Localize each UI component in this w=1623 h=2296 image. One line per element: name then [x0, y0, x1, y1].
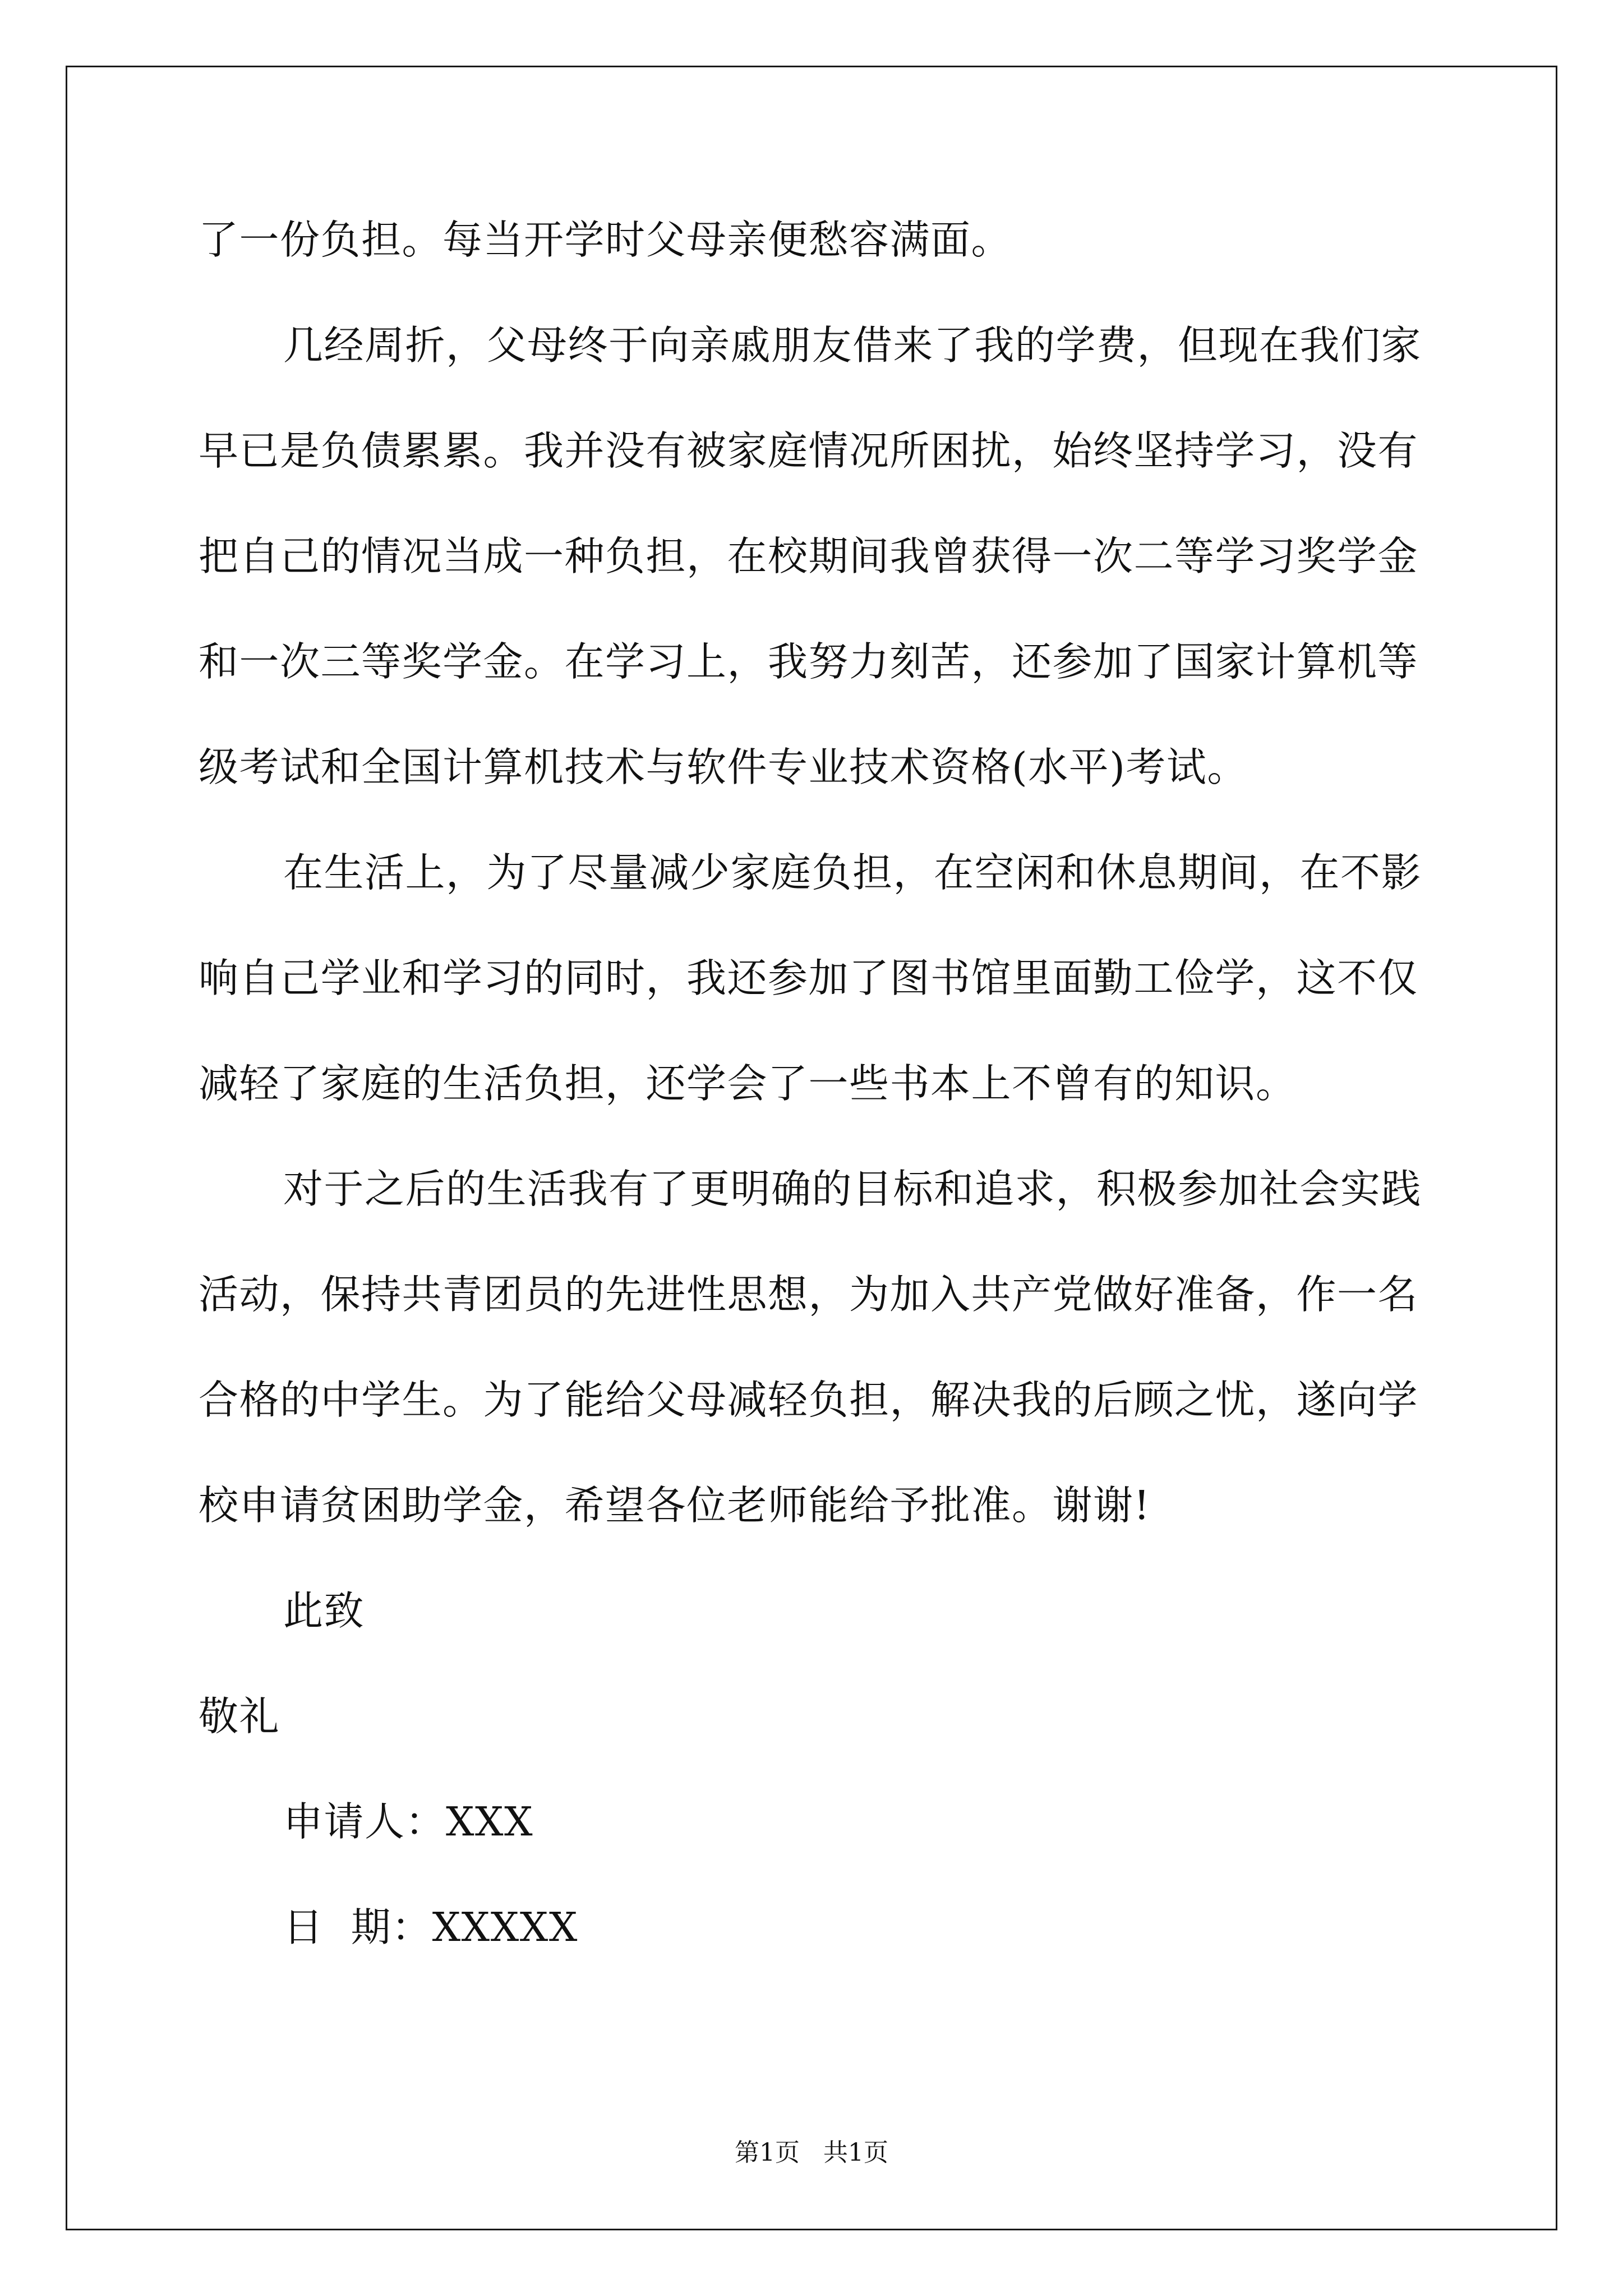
text-line: 几经周折，父母终于向亲戚朋友借来了我的学费，但现在我们家 [283, 322, 1422, 369]
text-line: 在生活上，为了尽量减少家庭负担，在空闲和休息期间，在不影 [283, 849, 1422, 896]
applicant-line: 申请人：XXX [283, 1798, 534, 1845]
text-line: 对于之后的生活我有了更明确的目标和追求，积极参加社会实践 [283, 1166, 1422, 1212]
text-line: 活动，保持共青团员的先进性思想，为加入共产党做好准备，作一名 [199, 1271, 1419, 1318]
text-line: 和一次三等奖学金。在学习上，我努力刻苦，还参加了国家计算机等 [199, 638, 1419, 685]
page-number-footer: 第1页 共1页 [735, 2138, 888, 2167]
text-line: 了一份负担。每当开学时父母亲便愁容满面。 [199, 217, 1012, 263]
date-line: 日 期：XXXXX [283, 1904, 578, 1950]
text-line: 级考试和全国计算机技术与软件专业技术资格(水平)考试。 [199, 744, 1248, 790]
text-line: 把自己的情况当成一种负担，在校期间我曾获得一次二等学习奖学金 [199, 533, 1419, 579]
text-line: 合格的中学生。为了能给父母减轻负担，解决我的后顾之忧，遂向学 [199, 1377, 1419, 1423]
text-line: 减轻了家庭的生活负担，还学会了一些书本上不曾有的知识。 [199, 1060, 1297, 1107]
closing-salute: 敬礼 [199, 1693, 280, 1740]
closing-greeting: 此致 [283, 1588, 365, 1634]
text-line: 校申请贫困助学金，希望各位老师能给予批准。谢谢! [199, 1482, 1151, 1529]
text-line: 响自己学业和学习的同时，我还参加了图书馆里面勤工俭学，这不仅 [199, 955, 1419, 1001]
text-line: 早已是负债累累。我并没有被家庭情况所困扰，始终坚持学习，没有 [199, 427, 1419, 474]
